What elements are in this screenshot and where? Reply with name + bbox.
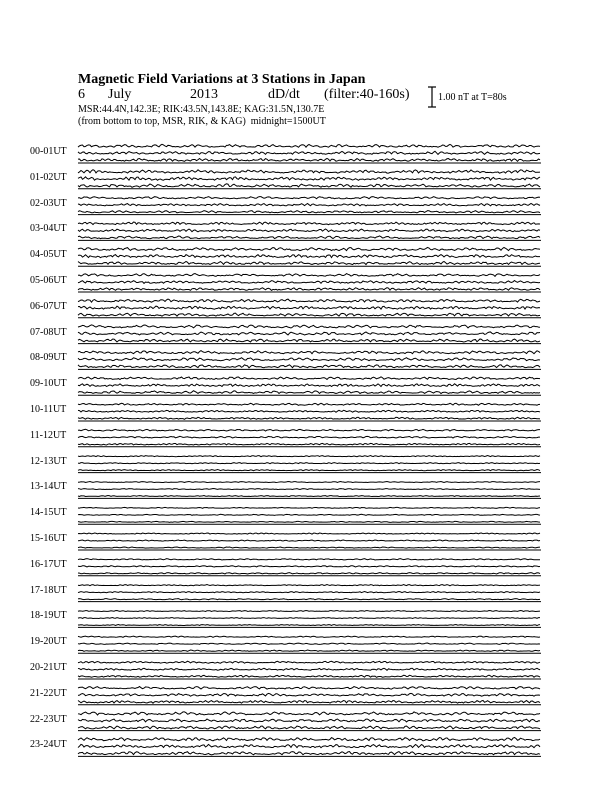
trace-KAG-13-14UT — [78, 482, 540, 483]
trace-RIK-20-21UT — [78, 668, 540, 670]
row-label-17-18UT: 17-18UT — [30, 584, 67, 596]
trace-KAG-08-09UT — [78, 351, 540, 354]
row-label-09-10UT: 09-10UT — [30, 378, 67, 390]
row-label-00-01UT: 00-01UT — [30, 146, 67, 157]
trace-MSR-09-10UT — [78, 391, 540, 394]
trace-MSR-17-18UT — [78, 599, 540, 600]
trace-KAG-10-11UT — [78, 403, 540, 405]
trace-KAG-11-12UT — [78, 429, 540, 431]
trace-MSR-18-19UT — [78, 625, 540, 626]
trace-KAG-14-15UT — [78, 507, 540, 508]
scale-bar-label: 1.00 nT at T=80s — [438, 92, 507, 103]
trace-RIK-18-19UT — [78, 618, 540, 619]
row-label-14-15UT: 14-15UT — [30, 507, 67, 519]
trace-MSR-16-17UT — [78, 573, 540, 574]
trace-KAG-16-17UT — [78, 559, 540, 560]
trace-RIK-22-23UT — [78, 719, 540, 722]
trace-MSR-08-09UT — [78, 365, 540, 368]
row-label-20-21UT: 20-21UT — [30, 662, 67, 673]
row-label-07-08UT: 07-08UT — [30, 326, 67, 338]
trace-RIK-11-12UT — [78, 436, 540, 438]
trace-RIK-16-17UT — [78, 566, 540, 567]
trace-RIK-12-13UT — [78, 463, 540, 464]
trace-MSR-03-04UT — [78, 236, 540, 239]
trace-KAG-09-10UT — [78, 377, 540, 380]
date-year: 2013 — [190, 87, 218, 102]
trace-KAG-15-16UT — [78, 533, 540, 534]
trace-MSR-11-12UT — [78, 443, 540, 445]
trace-RIK-00-01UT — [78, 151, 540, 154]
trace-RIK-08-09UT — [78, 358, 540, 361]
trace-RIK-03-04UT — [78, 229, 540, 232]
trace-MSR-07-08UT — [78, 339, 540, 342]
trace-MSR-06-07UT — [78, 313, 540, 316]
trace-MSR-20-21UT — [78, 675, 540, 677]
row-label-04-05UT: 04-05UT — [30, 249, 67, 261]
chart-title: Magnetic Field Variations at 3 Stations in Japan — [78, 72, 366, 87]
trace-RIK-04-05UT — [78, 255, 540, 258]
trace-RIK-23-24UT — [78, 744, 540, 747]
trace-RIK-09-10UT — [78, 384, 540, 387]
trace-KAG-17-18UT — [78, 585, 540, 586]
row-label-05-06UT: 05-06UT — [30, 275, 67, 286]
midnight-note: midnight=1500UT — [250, 116, 326, 127]
trace-MSR-19-20UT — [78, 650, 540, 651]
trace-MSR-01-02UT — [78, 184, 540, 187]
row-label-08-09UT: 08-09UT — [30, 352, 67, 364]
trace-MSR-02-03UT — [78, 211, 540, 213]
trace-RIK-10-11UT — [78, 410, 540, 412]
row-label-18-19UT: 18-19UT — [30, 610, 67, 622]
trace-MSR-22-23UT — [78, 726, 540, 729]
trace-KAG-20-21UT — [78, 661, 540, 663]
trace-RIK-15-16UT — [78, 540, 540, 541]
trace-KAG-22-23UT — [78, 712, 540, 715]
date-month: July — [108, 87, 132, 102]
trace-KAG-23-24UT — [78, 737, 540, 740]
row-label-23-24UT: 23-24UT — [30, 739, 67, 751]
row-label-01-02UT: 01-02UT — [30, 171, 67, 183]
trace-KAG-04-05UT — [78, 247, 540, 250]
trace-RIK-02-03UT — [78, 203, 540, 205]
filter-label: (filter:40-160s) — [324, 87, 410, 102]
trace-RIK-19-20UT — [78, 643, 540, 644]
order-note: (from bottom to top, MSR, RIK, & KAG) — [78, 116, 246, 127]
row-label-22-23UT: 22-23UT — [30, 713, 67, 725]
trace-RIK-06-07UT — [78, 306, 540, 309]
trace-MSR-00-01UT — [78, 158, 540, 161]
row-label-15-16UT: 15-16UT — [30, 533, 67, 544]
trace-MSR-14-15UT — [78, 521, 540, 522]
row-label-11-12UT: 11-12UT — [30, 429, 67, 441]
row-label-06-07UT: 06-07UT — [30, 300, 67, 312]
trace-MSR-15-16UT — [78, 547, 540, 548]
trace-KAG-19-20UT — [78, 636, 540, 637]
date-day: 6 — [78, 87, 85, 102]
trace-KAG-06-07UT — [78, 299, 540, 302]
row-label-10-11UT: 10-11UT — [30, 404, 67, 415]
trace-MSR-10-11UT — [78, 417, 540, 419]
trace-RIK-14-15UT — [78, 514, 540, 515]
row-label-16-17UT: 16-17UT — [30, 558, 67, 570]
trace-MSR-23-24UT — [78, 752, 540, 755]
trace-RIK-01-02UT — [78, 177, 540, 180]
trace-KAG-05-06UT — [78, 274, 540, 277]
trace-KAG-02-03UT — [78, 197, 540, 199]
row-label-13-14UT: 13-14UT — [30, 481, 67, 493]
trace-MSR-13-14UT — [78, 495, 540, 496]
row-label-19-20UT: 19-20UT — [30, 636, 67, 648]
trace-KAG-12-13UT — [78, 456, 540, 457]
trace-KAG-00-01UT — [78, 144, 540, 147]
trace-KAG-21-22UT — [78, 687, 540, 690]
station-coordinates: MSR:44.4N,142.3E; RIK:43.5N,143.8E; KAG:31.5N,130.7E — [78, 104, 325, 115]
trace-RIK-05-06UT — [78, 281, 540, 284]
trace-MSR-04-05UT — [78, 261, 540, 264]
row-label-12-13UT: 12-13UT — [30, 455, 67, 467]
row-label-21-22UT: 21-22UT — [30, 687, 67, 699]
row-label-03-04UT: 03-04UT — [30, 223, 67, 235]
trace-KAG-03-04UT — [78, 222, 540, 225]
trace-RIK-21-22UT — [78, 693, 540, 696]
trace-RIK-13-14UT — [78, 489, 540, 490]
trace-MSR-12-13UT — [78, 470, 540, 471]
trace-KAG-18-19UT — [78, 611, 540, 612]
trace-KAG-07-08UT — [78, 325, 540, 328]
row-label-02-03UT: 02-03UT — [30, 197, 67, 209]
trace-MSR-05-06UT — [78, 288, 540, 291]
trace-RIK-07-08UT — [78, 332, 540, 335]
trace-MSR-21-22UT — [78, 700, 540, 703]
quantity-label: dD/dt — [268, 87, 300, 102]
trace-KAG-01-02UT — [78, 170, 540, 173]
trace-RIK-17-18UT — [78, 592, 540, 593]
